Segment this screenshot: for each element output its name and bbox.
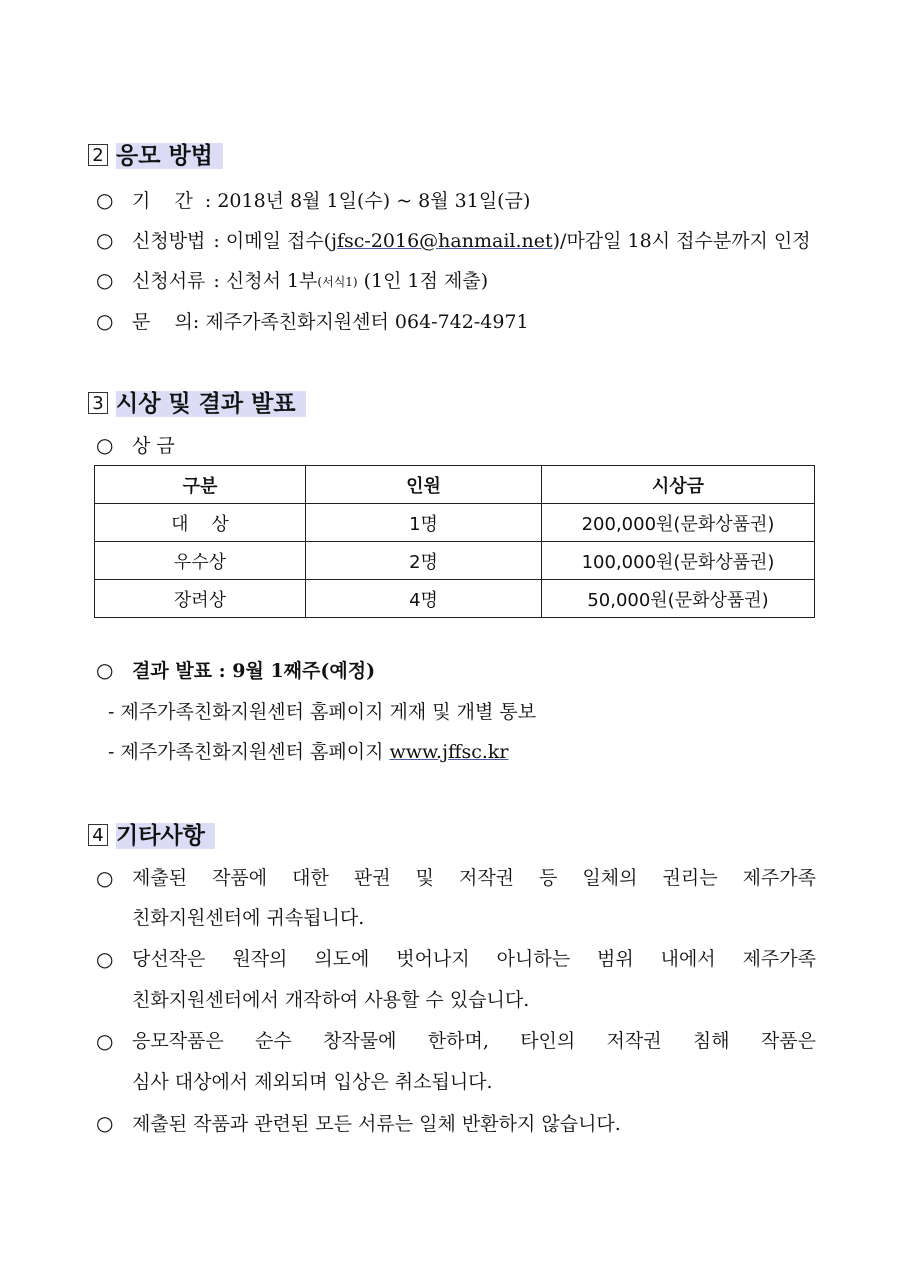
homepage-line bbox=[108, 738, 509, 766]
inquiry-line bbox=[96, 307, 529, 336]
list-item bbox=[96, 945, 816, 974]
section-number-3: 3 bbox=[88, 392, 108, 414]
table-cell: 50,000원(문화상품권) bbox=[542, 580, 815, 618]
table-cell: 1명 bbox=[306, 504, 542, 542]
table-row bbox=[95, 542, 815, 580]
bullet-icon: ○ bbox=[96, 1029, 114, 1053]
homepage-link[interactable]: www.jffsc.kr bbox=[389, 741, 509, 763]
table-row bbox=[95, 504, 815, 542]
table-row bbox=[95, 580, 815, 618]
docs-line bbox=[96, 266, 488, 296]
period-value: : 2018년 8월 1일(수) ~ 8월 31일(금) bbox=[204, 190, 531, 212]
list-item-line1: 제출된 작품에 대한 판권 및 저작권 등 일체의 권리는 제주가족 bbox=[132, 867, 816, 889]
bullet-icon: ○ bbox=[96, 658, 114, 682]
homepage-prefix: - 제주가족친화지원센터 홈페이지 bbox=[108, 741, 390, 763]
bullet-icon: ○ bbox=[96, 433, 114, 457]
inquiry-value: : 제주가족친화지원센터 064-742-4971 bbox=[192, 311, 529, 333]
docs-suffix: (1인 1점 제출) bbox=[357, 270, 489, 292]
table-cell: 장려상 bbox=[95, 580, 306, 618]
list-item-line1: 제출된 작품과 관련된 모든 서류는 일체 반환하지 않습니다. bbox=[132, 1113, 621, 1135]
section-heading-3 bbox=[88, 389, 306, 419]
result-line bbox=[96, 656, 375, 685]
bullet-icon: ○ bbox=[96, 1111, 114, 1135]
table-cell: 우수상 bbox=[95, 542, 306, 580]
list-item-line2: 친화지원센터에서 개작하여 사용할 수 있습니다. bbox=[132, 989, 530, 1011]
table-header-cell: 구분 bbox=[95, 466, 306, 504]
section-title-2: 응모 방법 bbox=[116, 143, 223, 169]
bullet-icon: ○ bbox=[96, 866, 114, 890]
section-title-4: 기타사항 bbox=[116, 823, 215, 849]
list-item-line1: 응모작품은 순수 창작물에 한하며, 타인의 저작권 침해 작품은 bbox=[132, 1030, 816, 1052]
result-detail-line: - 제주가족친화지원센터 홈페이지 게재 및 개별 통보 bbox=[108, 701, 537, 723]
bullet-icon: ○ bbox=[96, 188, 114, 212]
list-item bbox=[96, 1109, 621, 1138]
docs-label: 신청서류 bbox=[132, 270, 206, 292]
table-cell: 대 상 bbox=[95, 504, 306, 542]
bullet-icon: ○ bbox=[96, 268, 114, 292]
section-heading-4 bbox=[88, 821, 215, 851]
result-label: 결과 발표 : 9월 1째주(예정) bbox=[132, 660, 376, 682]
bullet-icon: ○ bbox=[96, 309, 114, 333]
list-item-line1: 당선작은 원작의 의도에 벗어나지 아니하는 범위 내에서 제주가족 bbox=[132, 948, 816, 970]
method-suffix: )/마감일 18시 접수분까지 인정 bbox=[552, 230, 811, 252]
docs-prefix: : 신청서 1부 bbox=[213, 270, 318, 292]
method-label: 신청방법 bbox=[132, 230, 206, 252]
section-number-2: 2 bbox=[88, 144, 108, 166]
method-prefix: : 이메일 접수( bbox=[213, 230, 332, 252]
docs-note: (서식1) bbox=[317, 275, 358, 289]
section-heading-2 bbox=[88, 141, 223, 171]
prize-label: 상 금 bbox=[132, 435, 175, 457]
list-item bbox=[96, 1027, 816, 1056]
prize-label-line bbox=[96, 431, 175, 460]
table-cell: 100,000원(문화상품권) bbox=[542, 542, 815, 580]
prize-table bbox=[94, 465, 815, 618]
table-header-row bbox=[95, 466, 815, 504]
email-link[interactable]: jfsc-2016@hanmail.net bbox=[331, 230, 553, 252]
section-title-3: 시상 및 결과 발표 bbox=[116, 391, 306, 417]
inquiry-label: 문 의 bbox=[132, 311, 193, 333]
period-label: 기 간 bbox=[132, 190, 193, 212]
table-header-cell: 인원 bbox=[306, 466, 542, 504]
table-cell: 2명 bbox=[306, 542, 542, 580]
bullet-icon: ○ bbox=[96, 947, 114, 971]
section-number-4: 4 bbox=[88, 824, 108, 846]
bullet-icon: ○ bbox=[96, 228, 114, 252]
method-line bbox=[96, 226, 811, 255]
list-item-line2: 친화지원센터에 귀속됩니다. bbox=[132, 907, 365, 929]
table-cell: 200,000원(문화상품권) bbox=[542, 504, 815, 542]
table-header-cell: 시상금 bbox=[542, 466, 815, 504]
table-cell: 4명 bbox=[306, 580, 542, 618]
period-line bbox=[96, 186, 530, 215]
list-item bbox=[96, 864, 816, 893]
list-item-line2: 심사 대상에서 제외되며 입상은 취소됩니다. bbox=[132, 1071, 493, 1093]
